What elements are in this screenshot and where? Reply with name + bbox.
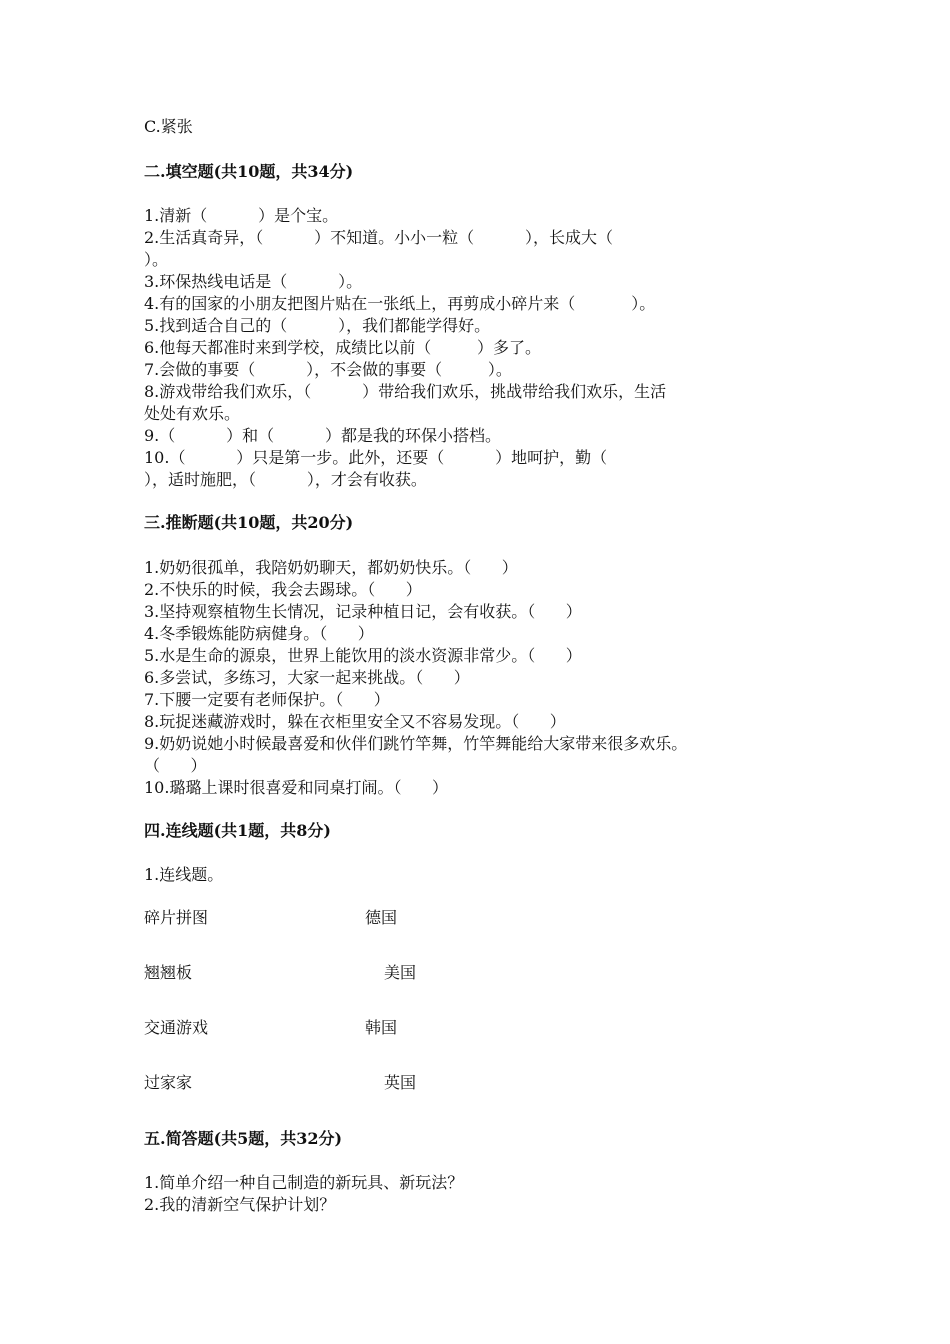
section-heading-fill: 二.填空题(共10题，共34分) [144,162,354,181]
fill-line: 6.他每天都准时来到学校，成绩比以前（ ）多了。 [144,338,542,357]
fill-line: ）。 [144,250,169,269]
fill-line: 5.找到适合自己的（ ），我们都能学得好。 [144,316,491,335]
section-heading-judge: 三.推断题(共10题，共20分) [144,513,354,532]
fill-line: 4.有的国家的小朋友把图片贴在一张纸上，再剪成小碎片来（ ）。 [144,294,656,313]
match-right-item: 德国 [365,908,398,927]
match-right-item: 英国 [384,1073,417,1092]
match-left-item: 碎片拼图 [144,908,209,927]
fill-line: ），适时施肥，（ ），才会有收获。 [144,470,427,489]
judge-line: 4.冬季锻炼能防病健身。（ ） [144,624,374,643]
judge-line: 3.坚持观察植物生长情况，记录种植日记，会有收获。（ ） [144,602,582,621]
fill-line: 处处有欢乐。 [144,404,241,423]
fill-line: 10.（ ）只是第一步。此外，还要（ ）地呵护，勤（ [144,448,608,467]
judge-line: 6.多尝试，多练习，大家一起来挑战。（ ） [144,668,470,687]
fill-line: 3.环保热线电话是（ ）。 [144,272,363,291]
judge-line: 1.奶奶很孤单，我陪奶奶聊天，都奶奶快乐。（ ） [144,558,518,577]
match-right-item: 韩国 [365,1018,398,1037]
match-question: 1.连线题。 [144,865,224,884]
judge-line: 2.不快乐的时候，我会去踢球。（ ） [144,580,422,599]
short-line: 1.简单介绍一种自己制造的新玩具、新玩法？ [144,1173,464,1192]
fill-line: 7.会做的事要（ ），不会做的事要（ ）。 [144,360,512,379]
match-right-item: 美国 [384,963,417,982]
fill-line: 1.清新（ ）是个宝。 [144,206,339,225]
fill-line: 9.（ ）和（ ）都是我的环保小搭档。 [144,426,501,445]
short-line: 2.我的清新空气保护计划？ [144,1195,336,1214]
judge-line: 5.水是生命的源泉，世界上能饮用的淡水资源非常少。（ ） [144,646,582,665]
section-heading-short: 五.简答题(共5题，共32分) [144,1129,343,1148]
fill-line: 8.游戏带给我们欢乐，（ ）带给我们欢乐，挑战带给我们欢乐，生活 [144,382,667,401]
match-left-item: 过家家 [144,1073,193,1092]
judge-line: 9.奶奶说她小时候最喜爱和伙伴们跳竹竿舞，竹竿舞能给大家带来很多欢乐。 [144,734,688,753]
match-left-item: 翘翘板 [144,963,193,982]
judge-line: 8.玩捉迷藏游戏时，躲在衣柜里安全又不容易发现。（ ） [144,712,566,731]
section-heading-match: 四.连线题(共1题，共8分) [144,821,331,840]
match-left-item: 交通游戏 [144,1018,209,1037]
judge-line: 10.璐璐上课时很喜爱和同桌打闹。（ ） [144,778,448,797]
judge-line: （ ） [144,756,207,775]
judge-line: 7.下腰一定要有老师保护。（ ） [144,690,390,709]
fill-line: 2.生活真奇异，（ ）不知道。小小一粒（ ），长成大（ [144,228,613,247]
option-c: C.紧张 [144,117,193,136]
